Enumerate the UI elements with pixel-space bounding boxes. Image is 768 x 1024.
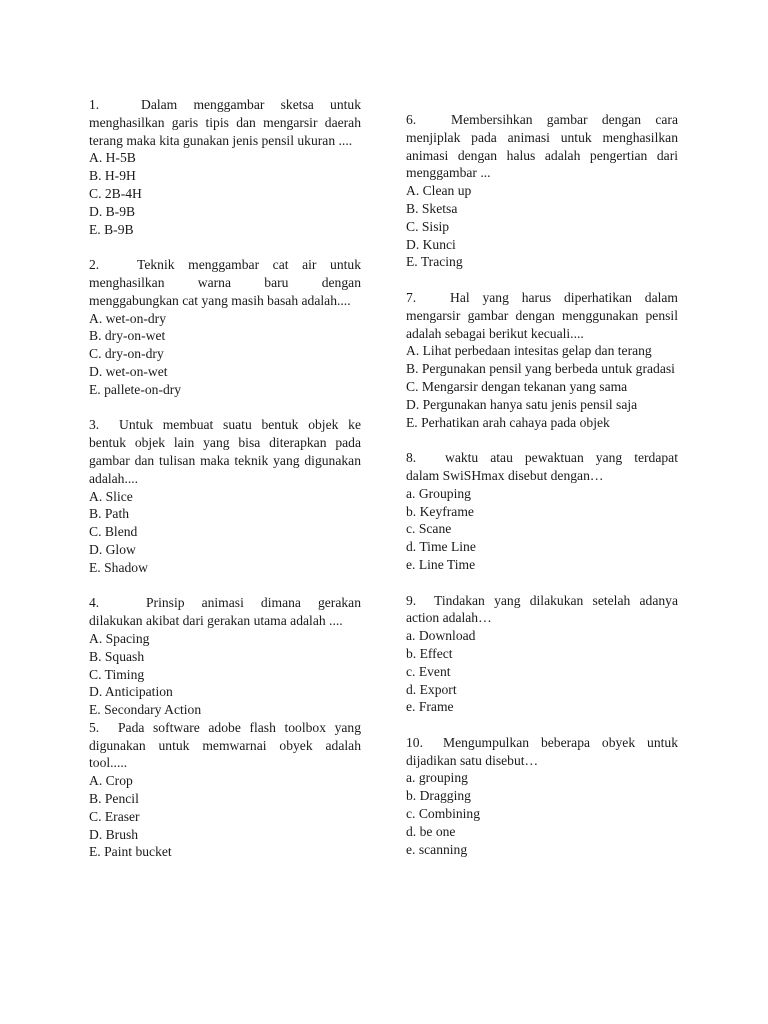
option-3e[interactable]: E. Shadow [89, 559, 148, 575]
question-2-text [89, 256, 361, 309]
question-4 [89, 594, 361, 719]
question-3-number: 3. [89, 417, 100, 433]
question-1-options [89, 149, 361, 238]
option-2c[interactable]: C. dry-on-dry [89, 346, 164, 362]
question-1-text [89, 96, 361, 149]
question-6-stem: Membersihkan gambar dengan cara menjiplak pada animasi untuk menghasilkan animasi dengan halus adalah pengertian dari menggambar ... [406, 112, 678, 181]
option-10c[interactable]: c. Combining [406, 806, 481, 822]
option-2a[interactable]: A. wet-on-dry [89, 310, 167, 326]
option-10b[interactable]: b. Dragging [406, 788, 471, 804]
option-7d[interactable]: D. Pergunakan hanya satu jenis pensil saja [406, 396, 638, 412]
option-1b[interactable]: B. H-9H [89, 168, 136, 184]
question-4-stem: Prinsip animasi dimana gerakan dilakukan akibat dari gerakan utama adalah .... [89, 595, 361, 629]
question-10-text [406, 734, 678, 770]
option-7e[interactable]: E. Perhatikan arah cahaya pada objek [406, 414, 610, 430]
question-7-stem: Hal yang harus diperhatikan dalam mengarsir gambar dengan menggunakan pensil adalah sebagai berikut kecuali.... [406, 289, 678, 341]
option-6a[interactable]: A. Clean up [406, 183, 472, 199]
option-10e[interactable]: e. scanning [406, 841, 468, 857]
question-2-options [89, 310, 361, 399]
question-7 [406, 289, 678, 431]
question-9-stem: Tindakan yang dilakukan setelah adanya action adalah… [406, 592, 678, 626]
question-3 [89, 416, 361, 576]
option-4a[interactable]: A. Spacing [89, 630, 150, 646]
question-8-text [406, 449, 678, 485]
option-4e[interactable]: E. Secondary Action [89, 702, 202, 718]
option-3d[interactable]: D. Glow [89, 541, 136, 557]
option-9d[interactable]: d. Export [406, 681, 457, 697]
option-8b[interactable]: b. Keyframe [406, 503, 474, 519]
question-3-options [89, 488, 361, 577]
option-5a[interactable]: A. Crop [89, 773, 133, 789]
option-7a[interactable]: A. Lihat perbedaan intesitas gelap dan terang [406, 343, 652, 359]
option-1d[interactable]: D. B-9B [89, 203, 136, 219]
question-4-number: 4. [89, 595, 100, 611]
left-question-column [89, 96, 361, 861]
question-8-options [406, 485, 678, 574]
option-4d[interactable]: D. Anticipation [89, 684, 173, 700]
option-3a[interactable]: A. Slice [89, 488, 133, 504]
option-1e[interactable]: E. B-9B [89, 221, 134, 237]
option-1c[interactable]: C. 2B-4H [89, 185, 142, 201]
question-9-options [406, 627, 678, 716]
option-8a[interactable]: a. Grouping [406, 485, 471, 501]
question-9-text [406, 592, 678, 628]
question-7-number: 7. [406, 289, 417, 305]
question-6-options [406, 182, 678, 271]
option-8c[interactable]: c. Scane [406, 521, 452, 537]
option-5e[interactable]: E. Paint bucket [89, 844, 172, 860]
option-6b[interactable]: B. Sketsa [406, 200, 458, 216]
question-8-number: 8. [406, 450, 417, 466]
right-question-column [406, 111, 678, 858]
question-2-number: 2. [89, 257, 100, 273]
option-6d[interactable]: D. Kunci [406, 236, 456, 252]
question-10-number: 10. [406, 734, 423, 750]
option-3c[interactable]: C. Blend [89, 524, 138, 540]
question-5-number: 5. [89, 719, 100, 735]
question-4-text [89, 594, 361, 630]
question-1-stem: Dalam menggambar sketsa untuk menghasilkan garis tipis dan mengarsir daerah terang maka kita gunakan jenis pensil ukuran .... [89, 97, 361, 148]
question-5-text [89, 719, 361, 772]
option-2d[interactable]: D. wet-on-wet [89, 363, 168, 379]
option-6e[interactable]: E. Tracing [406, 254, 463, 270]
question-1-number: 1. [89, 97, 100, 112]
option-4c[interactable]: C. Timing [89, 666, 145, 682]
question-6-text [406, 111, 678, 182]
question-6-number: 6. [406, 112, 417, 127]
option-7c[interactable]: C. Mengarsir dengan tekanan yang sama [406, 378, 628, 394]
question-10 [406, 734, 678, 859]
option-6c[interactable]: C. Sisip [406, 218, 450, 234]
question-9 [406, 592, 678, 717]
option-9a[interactable]: a. Download [406, 628, 476, 644]
question-8-stem: waktu atau pewaktuan yang terdapat dalam SwiSHmax disebut dengan… [406, 450, 678, 483]
question-9-number: 9. [406, 592, 417, 608]
option-9b[interactable]: b. Effect [406, 645, 453, 661]
option-5d[interactable]: D. Brush [89, 826, 139, 842]
option-3b[interactable]: B. Path [89, 506, 130, 522]
question-2 [89, 256, 361, 398]
question-6 [406, 111, 678, 271]
option-4b[interactable]: B. Squash [89, 648, 145, 664]
option-8e[interactable]: e. Line Time [406, 556, 476, 572]
question-8 [406, 449, 678, 574]
option-9e[interactable]: e. Frame [406, 699, 454, 715]
option-5c[interactable]: C. Eraser [89, 808, 140, 824]
question-5-stem: Pada software adobe flash toolbox yang digunakan untuk memwarnai obyek adalah tool..... [89, 719, 361, 771]
question-2-stem: Teknik menggambar cat air untuk menghasilkan warna baru dengan menggabungkan cat yang masih basah adalah.... [89, 257, 361, 308]
option-10a[interactable]: a. grouping [406, 770, 468, 786]
option-2e[interactable]: E. pallete-on-dry [89, 381, 182, 397]
question-1 [89, 96, 361, 238]
option-10d[interactable]: d. be one [406, 823, 456, 839]
question-7-options [406, 342, 678, 431]
option-9c[interactable]: c. Event [406, 663, 451, 679]
question-7-text [406, 289, 678, 342]
option-7b[interactable]: B. Pergunakan pensil yang berbeda untuk gradasi [406, 361, 675, 377]
question-4-options [89, 630, 361, 719]
question-5-options [89, 772, 361, 861]
option-5b[interactable]: B. Pencil [89, 791, 139, 807]
question-5 [89, 719, 361, 861]
option-1a[interactable]: A. H-5B [89, 150, 136, 166]
question-10-stem: Mengumpulkan beberapa obyek untuk dijadikan satu disebut… [406, 734, 678, 768]
option-8d[interactable]: d. Time Line [406, 539, 476, 555]
question-3-stem: Untuk membuat suatu bentuk objek ke bentuk objek lain yang bisa diterapkan pada gambar dan tulisan maka teknik yang digunakan adalah.... [89, 417, 361, 486]
option-2b[interactable]: B. dry-on-wet [89, 328, 166, 344]
question-3-text [89, 416, 361, 487]
question-10-options [406, 769, 678, 858]
